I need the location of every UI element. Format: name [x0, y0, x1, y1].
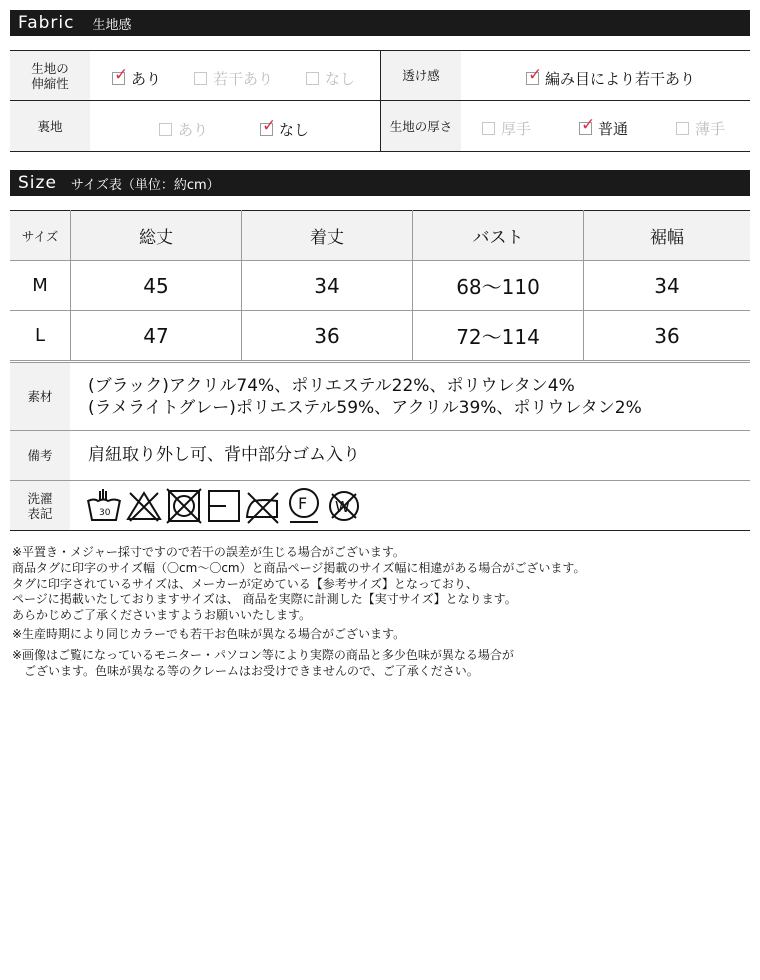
option-label: 若干あり — [213, 70, 274, 88]
option-label: 普通 — [598, 120, 629, 138]
size-header-ja: サイズ表（単位：約cm） — [70, 177, 220, 193]
checkbox-icon — [482, 122, 495, 135]
stretch-option-slight[interactable] — [194, 68, 273, 89]
note-line: ございます。色味が異なる等のクレームはお受けできませんので、ご了承ください。 — [12, 663, 479, 678]
hand-wash-30-icon — [88, 489, 120, 520]
option-label: あり — [178, 121, 209, 139]
care-label — [10, 481, 70, 530]
stretch-option-none[interactable] — [306, 68, 355, 89]
details-table — [10, 362, 750, 531]
note-line: 商品タグに印字のサイズ幅（〇cm〜〇cm）と商品ページ掲載のサイズ幅に相違がある場合がございます。 — [12, 560, 586, 575]
material-line: (ラメライトグレー)ポリエステル59%、アクリル39%、ポリウレタン2% — [88, 398, 642, 418]
size-table-header — [10, 211, 750, 261]
checkbox-icon — [159, 123, 172, 136]
thickness-option-normal[interactable] — [579, 115, 629, 139]
size-label: M — [10, 261, 71, 311]
option-label: 編み目により若干あり — [545, 70, 696, 88]
notes — [12, 545, 585, 679]
option-label: なし — [325, 70, 356, 88]
no-iron-icon — [247, 493, 278, 523]
material-label: 素材 — [10, 363, 70, 430]
no-tumble-dry-icon — [167, 489, 201, 523]
table-cell: 72〜114 — [413, 311, 584, 361]
checkbox-checked-icon: ✓ — [262, 116, 277, 136]
option-label: 薄手 — [695, 120, 726, 138]
column-header: バスト — [413, 211, 584, 261]
stretch-label-line1: 生地の — [31, 60, 69, 76]
note-line: ※画像はご覧になっているモニター・パソコン等により実際の商品と多少色味が異なる場合が — [12, 647, 514, 662]
option-label: あり — [131, 70, 162, 88]
table-row — [10, 261, 750, 311]
thickness-option-thick[interactable] — [482, 118, 531, 139]
table-cell: 36 — [584, 311, 751, 361]
care-label-line2: 表記 — [27, 505, 53, 521]
care-row — [10, 481, 750, 530]
table-cell: 68〜110 — [413, 261, 584, 311]
stretch-label — [10, 51, 90, 100]
column-header: 総丈 — [71, 211, 242, 261]
stretch-option-yes[interactable] — [112, 65, 162, 89]
lining-option-no[interactable] — [260, 116, 310, 140]
table-cell: 36 — [242, 311, 413, 361]
column-header: 着丈 — [242, 211, 413, 261]
material-line: (ブラック)アクリル74%、ポリエステル22%、ポリウレタン4% — [88, 376, 575, 396]
checkbox-checked-icon: ✓ — [528, 65, 543, 85]
note-line: あらかじめご了承くださいますようお願いいたします。 — [12, 608, 312, 623]
checkbox-icon — [306, 72, 319, 85]
size-label: L — [10, 311, 71, 361]
remarks-row — [10, 431, 750, 481]
no-wet-clean-icon — [330, 492, 358, 520]
line-dry-icon — [209, 491, 239, 521]
svg-text:30: 30 — [99, 508, 111, 518]
checkbox-checked-icon: ✓ — [114, 65, 129, 85]
size-header-en: Size — [18, 173, 57, 193]
fabric-row-1 — [10, 51, 750, 101]
fabric-table — [10, 50, 750, 152]
checkbox-icon — [676, 122, 689, 135]
sheer-option[interactable] — [526, 65, 696, 89]
table-cell: 34 — [242, 261, 413, 311]
svg-text:F: F — [298, 494, 308, 513]
material-value — [88, 363, 750, 419]
option-label: 厚手 — [501, 120, 532, 138]
fabric-row-2 — [10, 101, 750, 151]
remarks-value: 肩紐取り外し可、背中部分ゴム入り — [88, 445, 360, 465]
care-icons — [86, 487, 366, 525]
svg-text:W: W — [335, 498, 350, 516]
sheer-label: 透け感 — [381, 51, 461, 100]
dry-clean-f-icon — [290, 489, 318, 522]
care-label-line1: 洗濯 — [27, 490, 53, 506]
size-section-header — [10, 170, 750, 196]
table-row — [10, 311, 750, 361]
thickness-option-thin[interactable] — [676, 118, 725, 139]
note-line: タグに印字されているサイズは、メーカーが定めている【参考サイズ】となっており、 — [12, 576, 478, 591]
option-label: なし — [279, 121, 310, 139]
size-table — [10, 210, 750, 361]
note-line: ※生産時期により同じカラーでも若干お色味が異なる場合がございます。 — [12, 626, 406, 641]
stretch-label-line2: 伸縮性 — [31, 75, 69, 91]
size-corner-label: サイズ — [10, 211, 71, 261]
fabric-header-ja: 生地感 — [92, 17, 132, 33]
checkbox-checked-icon: ✓ — [581, 115, 596, 135]
material-row — [10, 363, 750, 431]
note-line: ページに掲載いたしておりますサイズは、 商品を実際に計測した【実寸サイズ】となります。 — [12, 592, 517, 607]
note-line: ※平置き・メジャー採寸ですので若干の誤差が生じる場合がございます。 — [12, 545, 405, 559]
fabric-section-header — [10, 10, 750, 36]
table-cell: 47 — [71, 311, 242, 361]
checkbox-icon — [194, 72, 207, 85]
fabric-header-en: Fabric — [18, 13, 75, 33]
thickness-label: 生地の厚さ — [381, 101, 461, 151]
lining-label: 裏地 — [10, 101, 90, 151]
lining-option-yes[interactable] — [159, 119, 208, 140]
table-cell: 34 — [584, 261, 751, 311]
remarks-label: 備考 — [10, 431, 70, 480]
column-header: 裾幅 — [584, 211, 751, 261]
table-cell: 45 — [71, 261, 242, 311]
no-bleach-icon — [128, 493, 160, 521]
